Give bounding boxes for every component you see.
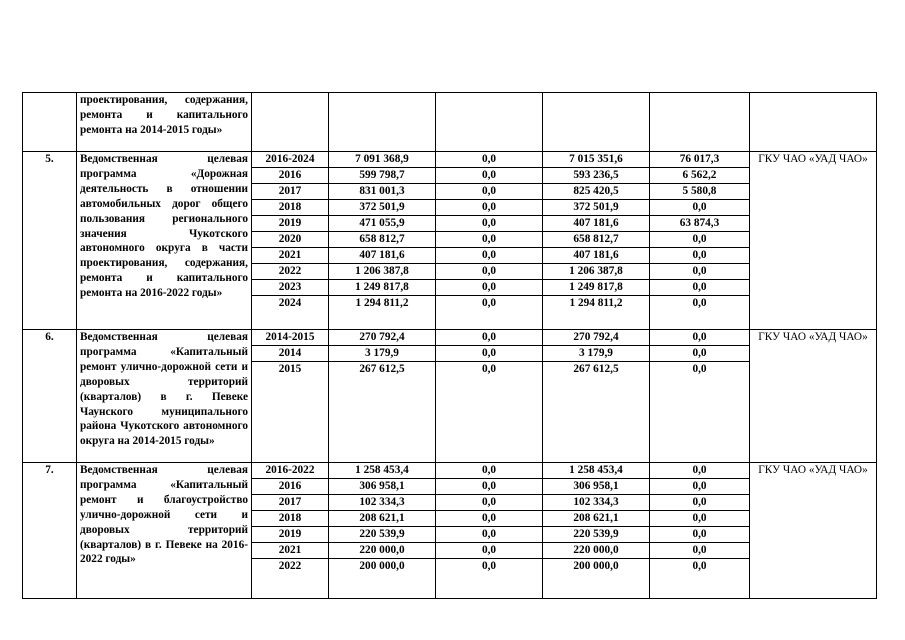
value-line: 0,0 <box>650 248 749 264</box>
other-list <box>650 463 750 599</box>
program-name: Ведомственная целевая программа «Капитальный ремонт и благоустройство улично-дорожной сети и дворовых территорий (кварталов) в г. Певеке на 2016-2022 годы» <box>77 463 252 599</box>
value-line: 0,0 <box>692 297 707 309</box>
row-number: 5. <box>23 152 77 330</box>
program-name: Ведомственная целевая программа «Капитальный ремонт улично-дорожной сети и дворовых территорий (кварталов) в г. Певеке Чаунского муниципального района Чукотского автономного округа на 2014-2015 годы» <box>77 330 252 463</box>
value-line: 471 055,9 <box>329 216 435 232</box>
value-line: 0,0 <box>650 232 749 248</box>
executor-cell: ГКУ ЧАО «УАД ЧАО» <box>750 330 877 463</box>
value-line: 2018 <box>252 200 328 216</box>
value-line: 372 501,9 <box>329 200 435 216</box>
value-line: 825 420,5 <box>543 184 649 200</box>
year-list <box>252 152 329 330</box>
value-line: 2014-2015 <box>252 330 328 346</box>
value-line: 0,0 <box>436 232 542 248</box>
value-line: 220 539,9 <box>543 527 649 543</box>
value-line: 2017 <box>252 495 328 511</box>
value-line: 270 792,4 <box>329 330 435 346</box>
value-line: 2016-2024 <box>252 152 328 168</box>
value-line: 0,0 <box>436 168 542 184</box>
executor-cell <box>750 93 877 152</box>
value-line: 7 091 368,9 <box>329 152 435 168</box>
value-line: 2018 <box>252 511 328 527</box>
program-name: проектирования, содержания, ремонта и капитального ремонта на 2014-2015 годы» <box>77 93 252 152</box>
regional-list <box>543 463 650 599</box>
value-line: 831 001,3 <box>329 184 435 200</box>
value-line: 7 015 351,6 <box>543 152 649 168</box>
value-line: 599 798,7 <box>329 168 435 184</box>
program-name: Ведомственная целевая программа «Дорожная деятельность в отношении автомобильных дорог общего пользования регионального значения Чукотского автономного округа в части проектирования, содержания, ремонта и капитального ремонта на 2016-2022 годы» <box>77 152 252 330</box>
value-line: 2024 <box>278 297 302 309</box>
value-line: 1 206 387,8 <box>543 264 649 280</box>
federal-list <box>436 152 543 330</box>
value-line: 220 539,9 <box>329 527 435 543</box>
value-line: 102 334,3 <box>329 495 435 511</box>
value-line: 0,0 <box>436 346 542 362</box>
total-list <box>329 152 436 330</box>
value-line: 306 958,1 <box>543 479 649 495</box>
value-line: 0,0 <box>481 560 497 572</box>
value-line: 2016-2022 <box>252 463 328 479</box>
value-line: 0,0 <box>650 495 749 511</box>
value-line: 1 294 811,2 <box>355 297 409 309</box>
total-list <box>329 463 436 599</box>
value-line: 0,0 <box>436 200 542 216</box>
value-line: 2021 <box>252 248 328 264</box>
value-line: 1 258 453,4 <box>543 463 649 479</box>
value-line: 2015 <box>278 363 302 375</box>
value-line: 2022 <box>278 560 302 572</box>
federal-list <box>436 330 543 463</box>
value-line: 0,0 <box>481 363 497 375</box>
value-line: 407 181,6 <box>329 248 435 264</box>
value-line: 0,0 <box>650 346 749 362</box>
value-line: 0,0 <box>436 495 542 511</box>
value-line: 0,0 <box>481 297 497 309</box>
year-cell <box>252 93 329 152</box>
other-cell <box>650 93 750 152</box>
regional-list <box>543 330 650 463</box>
value-line: 2016 <box>252 168 328 184</box>
table-row <box>23 93 877 152</box>
value-line: 2016 <box>252 479 328 495</box>
other-list <box>650 152 750 330</box>
value-line: 2023 <box>252 280 328 296</box>
value-line: 306 958,1 <box>329 479 435 495</box>
total-cell <box>329 93 436 152</box>
value-line: 0,0 <box>650 511 749 527</box>
value-line: 0,0 <box>436 264 542 280</box>
table-row <box>23 152 877 330</box>
value-line: 208 621,1 <box>329 511 435 527</box>
value-line: 0,0 <box>436 216 542 232</box>
federal-cell <box>436 93 543 152</box>
executor-cell: ГКУ ЧАО «УАД ЧАО» <box>750 152 877 330</box>
value-line: 593 236,5 <box>543 168 649 184</box>
value-line: 3 179,9 <box>543 346 649 362</box>
value-line: 0,0 <box>436 463 542 479</box>
value-line: 0,0 <box>692 560 707 572</box>
year-list <box>252 330 329 463</box>
value-line: 1 258 453,4 <box>329 463 435 479</box>
value-line: 2020 <box>252 232 328 248</box>
value-line: 0,0 <box>436 511 542 527</box>
value-line: 76 017,3 <box>650 152 749 168</box>
value-line: 1 294 811,2 <box>569 297 623 309</box>
value-line: 5 580,8 <box>650 184 749 200</box>
value-line: 372 501,9 <box>543 200 649 216</box>
value-line: 1 206 387,8 <box>329 264 435 280</box>
value-line: 0,0 <box>650 280 749 296</box>
value-line: 2019 <box>252 216 328 232</box>
program-funding-table <box>22 92 877 599</box>
value-line: 3 179,9 <box>329 346 435 362</box>
value-line: 0,0 <box>650 330 749 346</box>
value-line: 2022 <box>252 264 328 280</box>
federal-list <box>436 463 543 599</box>
value-line: 0,0 <box>650 543 749 559</box>
value-line: 220 000,0 <box>329 543 435 559</box>
row-number: 6. <box>23 330 77 463</box>
regional-list <box>543 152 650 330</box>
value-line: 2014 <box>252 346 328 362</box>
value-line: 2019 <box>252 527 328 543</box>
value-line: 200 000,0 <box>359 560 405 572</box>
value-line: 0,0 <box>436 543 542 559</box>
value-line: 0,0 <box>650 463 749 479</box>
value-line: 2017 <box>252 184 328 200</box>
value-line: 0,0 <box>650 200 749 216</box>
value-line: 0,0 <box>436 248 542 264</box>
regional-cell <box>543 93 650 152</box>
value-line: 63 874,3 <box>650 216 749 232</box>
value-line: 0,0 <box>436 479 542 495</box>
value-line: 0,0 <box>650 479 749 495</box>
value-line: 658 812,7 <box>543 232 649 248</box>
other-list <box>650 330 750 463</box>
value-line: 270 792,4 <box>543 330 649 346</box>
value-line: 0,0 <box>436 330 542 346</box>
value-line: 0,0 <box>436 280 542 296</box>
value-line: 0,0 <box>650 527 749 543</box>
value-line: 0,0 <box>436 152 542 168</box>
value-line: 1 249 817,8 <box>543 280 649 296</box>
table-row <box>23 330 877 463</box>
value-line: 0,0 <box>692 363 707 375</box>
value-line: 2021 <box>252 543 328 559</box>
value-line: 6 562,2 <box>650 168 749 184</box>
value-line: 0,0 <box>436 184 542 200</box>
value-line: 0,0 <box>650 264 749 280</box>
value-line: 200 000,0 <box>573 560 619 572</box>
row-number <box>23 93 77 152</box>
row-number: 7. <box>23 463 77 599</box>
table-row <box>23 463 877 599</box>
value-line: 407 181,6 <box>543 248 649 264</box>
value-line: 267 612,5 <box>573 363 619 375</box>
value-line: 267 612,5 <box>359 363 405 375</box>
value-line: 102 334,3 <box>543 495 649 511</box>
year-list <box>252 463 329 599</box>
executor-cell: ГКУ ЧАО «УАД ЧАО» <box>750 463 877 599</box>
value-line: 220 000,0 <box>543 543 649 559</box>
value-line: 0,0 <box>436 527 542 543</box>
value-line: 208 621,1 <box>543 511 649 527</box>
value-line: 407 181,6 <box>543 216 649 232</box>
total-list <box>329 330 436 463</box>
value-line: 658 812,7 <box>329 232 435 248</box>
value-line: 1 249 817,8 <box>329 280 435 296</box>
